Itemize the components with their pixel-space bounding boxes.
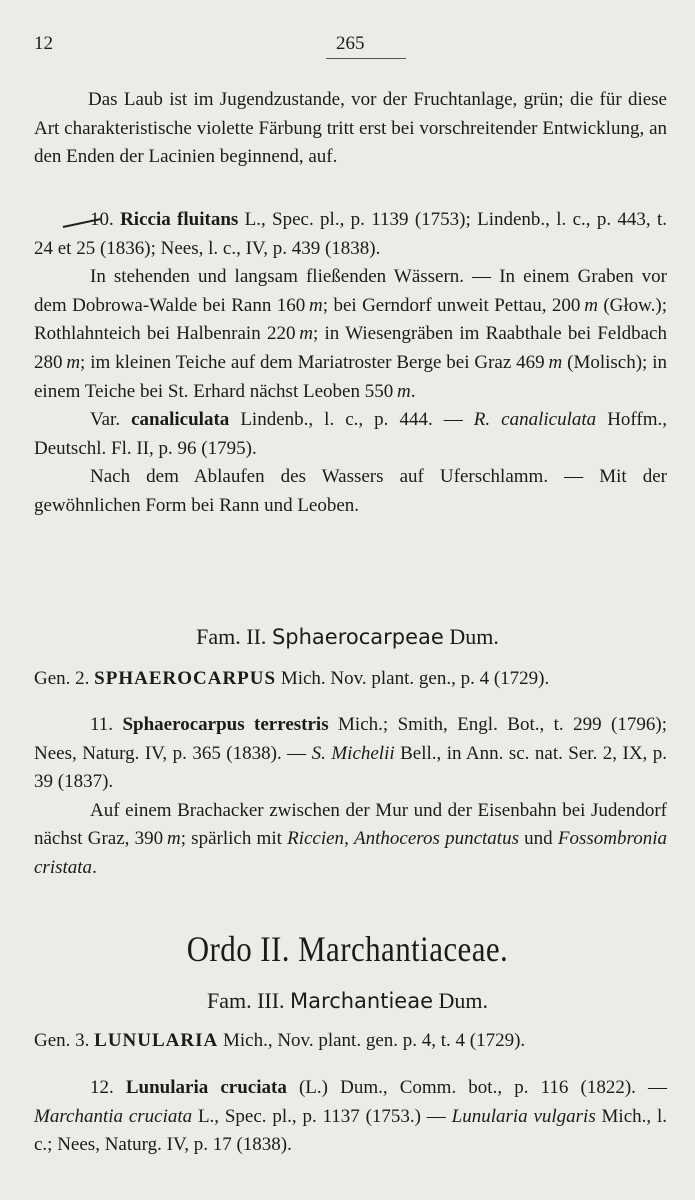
variety-habitat: Nach dem Ablaufen des Wassers auf Uferschlamm. — Mit der gewöhnlichen Form bei Rann und Leoben. — [34, 466, 667, 516]
habitat-text: Auf einem Brachacker zwischen der Mur und der Eisenbahn bei Judendorf nächst Graz, 390 m; spärlich mit Riccien, Anthoceros punctatus und Fossombronia cristata. — [34, 799, 667, 878]
species-sphaerocarpus-terrestris: 11. Sphaerocarpus terrestris Mich.; Smith, Engl. Bot., t. 299 (1796); Nees, Naturg. IV, p. 365 (1838). — S. Michelii Bell., in Ann. sc. nat. Ser. 2, IX, p. 39 (1837). Auf einem Brachacker zwischen der Mur und der Eisenbahn bei Judendorf nächst Graz, 390 m; spärlich mit Riccien, Anthoceros punctatus und Fossombronia cristata. — [34, 711, 667, 883]
species-name: Riccia fluitans — [120, 209, 239, 230]
species-riccia-fluitans: 10. Riccia fluitans L., Spec. pl., p. 1139 (1753); Lindenb., l. c., p. 443, t. 24 et 25 (1836); Nees, l. c., IV, p. 439 (1838). In stehenden und langsam fließenden Wässern. — In einem Graben vor dem Dobrowa-Walde bei Rann 160 m; bei Gerndorf unweit Pettau, 200 m (Głow.); Rothlahnteich bei Halbenrain 220 m; in Wiesengräben im Raabthale bei Feldbach 280 m; im kleinen Teiche auf dem Mariatroster Berge bei Graz 469 m (Molisch); in einem Teiche bei St. Erhard nächst Leoben 550 m. Var. canaliculata Lindenb., l. c., p. 444. — R. canaliculata Hoffm., Deutschl. Fl. II, p. 96 (1795). Nach dem Ablaufen des Wassers auf Uferschlamm. — Mit der gewöhnlichen Form bei Rann und Leoben. — [34, 206, 667, 521]
family-heading-marchantieae: Fam. III. Marchantieae Dum. — [206, 988, 489, 1013]
page-number-center: 265 — [336, 33, 365, 54]
habitat-text: In stehenden und langsam fließenden Wässern. — In einem Graben vor dem Dobrowa-Walde bei Rann 160 m; bei Gerndorf unweit Pettau, 200 m (Głow.); Rothlahnteich bei Halbenrain 220 m; in Wiesengräben im Raabthale bei Feldbach 280 m; im kleinen Teiche auf dem Mariatroster Berge bei Graz 469 m (Molisch); in einem Teiche bei St. Erhard nächst Leoben 550 m. — [34, 266, 667, 402]
variety-line: Var. canaliculata Lindenb., l. c., p. 444. — R. canaliculata Hoffm., Deutschl. Fl. II, p. 96 (1795). — [34, 409, 667, 459]
genus-lunularia: Gen. 3. LUNULARIA Mich., Nov. plant. gen. p. 4, t. 4 (1729). — [34, 1030, 526, 1051]
family-heading-sphaerocarpeae: Fam. II. Sphaerocarpeae Dum. — [196, 624, 499, 649]
paragraph-laub: Das Laub ist im Jugendzustande, vor der Fruchtanlage, grün; die für diese Art charakteristische violette Färbung tritt erst bei vorschreitender Entwicklung, an den Enden der Lacinien beginnend, auf. — [34, 89, 667, 168]
species-lunularia-cruciata: 12. Lunularia cruciata (L.) Dum., Comm. bot., p. 116 (1822). — Marchantia cruciata L., Spec. pl., p. 1137 (1753.) — Lunularia vulgaris Mich., l. c.; Nees, Naturg. IV, p. 17 (1838). — [34, 1077, 668, 1156]
order-heading: Ordo II. Marchantiaceae. — [186, 929, 509, 969]
genus-sphaerocarpus: Gen. 2. SPHAEROCARPUS Mich. Nov. plant. gen., p. 4 (1729). — [34, 668, 550, 689]
page-number-left: 12 — [34, 33, 53, 54]
header-rule — [326, 58, 406, 59]
